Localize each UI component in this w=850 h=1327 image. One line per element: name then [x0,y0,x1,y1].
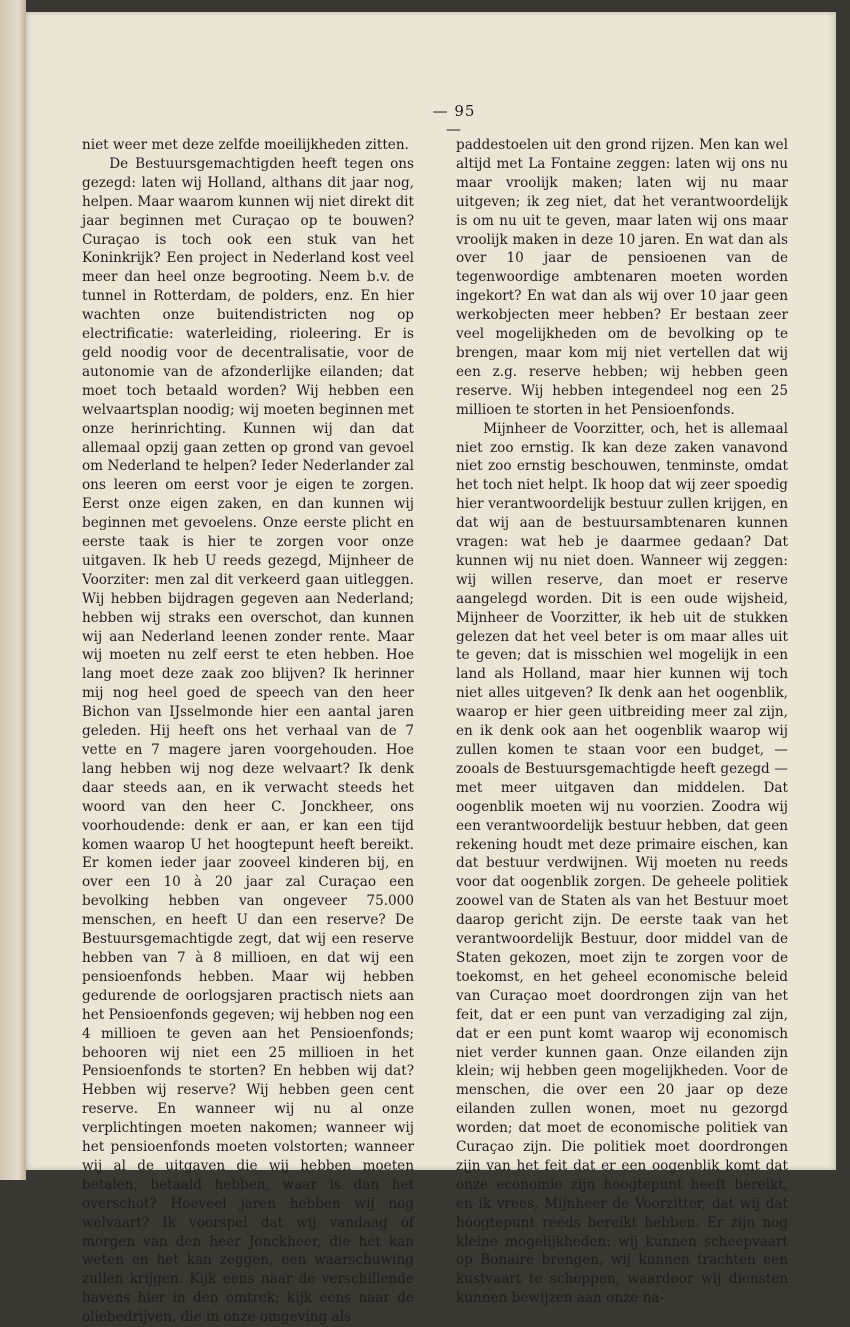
paragraph: paddestoelen uit den grond rijzen. Men kan wel altijd met La Fontaine zeggen: laten wij ons nu maar vroolijk maken; laten wij nu maar uitgeven; ik zeg niet, dat het verantwoordelijk is om nu uit te geven, maar laten wij ons maar vroolijk maken in deze 10 jaren. En wat dan als over 10 jaar de pensioenen van de tegenwoordige ambtenaren moeten worden ingekort? En wat dan als wij over 10 jaar geen werkobjecten meer hebben? Er bestaan zeer veel mogelijkheden om de bevolking op te brengen, maar kom mij niet vertellen dat wij een z.g. reserve hebben; wij hebben geen reserve. Wij hebben integendeel nog een 25 millioen te storten in het Pensioenfonds. [456,137,788,418]
document-page [26,12,836,1326]
previous-page-edge [0,0,26,1180]
page-number: — 95 — [432,102,476,138]
paragraph: De Bestuursgemachtigden heeft tegen ons gezegd: laten wij Holland, althans dit jaar nog, helpen. Maar waarom kunnen wij niet direkt dit jaar beginnen met Curaçao op te bouwen? Curaçao is toch ook een stuk van het Koninkrijk? Een project in Nederland kost veel meer dan heel onze begrooting. Neem b.v. de tunnel in Rotterdam, de polders, enz. En hier wachten onze buitendistricten nog op electrificatie: waterleiding, rioleering. Er is geld noodig voor de decentralisatie, voor de autonomie van de afzonderlijke eilanden; dat moet toch betaald worden? Wij hebben een welvaartsplan noodig; wij moeten beginnen met onze herinrichting. Kunnen wij dan dat allemaal opzij gaan zetten op grond van gevoel om Nederland te helpen? Ieder Nederlander zal ons leeren om eerst voor je eigen te zorgen. Eerst onze eigen zaken, en dan kunnen wij beginnen met gevoelens. Onze eerste plicht en eerste taak is hier te zorgen voor onze uitgaven. Ik heb U reeds gezegd, Mijnheer de Voorziter: men zal dit verkeerd gaan uitleggen. Wij hebben bijdragen gegeven aan Nederland; hebben wij straks een overschot, dan kunnen wij aan Nederland leenen zonder rente. Maar wij moeten nu zelf eerst te eten hebben. Hoe lang moet deze zaak zoo blijven? Ik herinner mij nog heel goed de speech van den heer Bichon van IJsselmonde hier een aantal jaren geleden. Hij heeft ons het verhaal van de 7 vette en 7 magere jaren voorgehouden. Hoe lang hebben wij nog deze welvaart? Ik denk daar steeds aan, en ik verwacht steeds het woord van den heer C. Jonckheer, ons voorhoudende: denk er aan, er kan een tijd komen waarop U het hoogtepunt heeft bereikt. Er komen ieder jaar zooveel kinderen bij, en over een 10 à 20 jaar zal Curaçao een bevolking hebben van ongeveer 75.000 menschen, en heeft U dan een reserve? De Bestuursgemachtigde zegt, dat wij een reserve hebben van 7 à 8 millioen, en dat wij een pensioenfonds hebben. Maar wij hebben gedurende de oorlogsjaren practisch niets aan het Pensioenfonds gegeven; wij hebben nog een 4 millioen te geven aan het Pensioenfonds; behooren wij niet een 25 millioen in het Pensioenfonds te storten? En hebben wij dat? Hebben wij reserve? Wij hebben geen cent reserve. En wanneer wij nu al onze verplichtingen moeten nakomen; wanneer wij het pensioenfonds moeten volstorten; wanneer wij al de uitgaven die wij hebben moeten betalen, betaald hebben, waar is dan het overschot? Hoeveel jaren hebben wij nog welvaart? Ik voorspel dat wij vandaag of morgen van den heer Jonckheer, die het kan weten en het kan zeggen, een waarschuwing zullen krijgen. Kijk eens naar de verschillende havens hier in den omtrek; kijk eens naar de oliebedrijven, die in onze omgeving als [82,155,414,1326]
paragraph: niet weer met deze zelfde moeilijkheden zitten. [82,137,409,153]
left-column [82,136,414,1327]
paragraph: Mijnheer de Voorzitter, och, het is allemaal niet zoo ernstig. Ik kan deze zaken vanavond niet zoo ernstig beschouwen, tenminste, omdat het toch niet helpt. Ik hoop dat wij zeer spoedig hier verantwoordelijk bestuur zullen krijgen, en dat wij aan de bestuursambtenaren kunnen vragen: wat heb je daarmee gedaan? Dat kunnen wij nu niet doen. Wanneer wij zeggen: wij willen reserve, dan moet er reserve aangelegd worden. Dit is een oude wijsheid, Mijnheer de Voorzitter, ik heb uit de stukken gelezen dat het veel beter is om maar alles uit te geven; dat is misschien wel mogelijk in een land als Holland, maar hier kunnen wij toch niet alles uitgeven? Ik denk aan het oogenblik, waarop er hier geen uitbreiding meer zal zijn, en ik denk ook aan het oogenblik waarop wij zullen komen te staan voor een budget, — zooals de Bestuursgemachtigde heeft gezegd — met meer uitgaven dan middelen. Dat oogenblik moeten wij nu voorzien. Zoodra wij een verantwoordelijk bestuur hebben, dat geen rekening houdt met deze primaire eischen, kan dat bestuur verdwijnen. Wij moeten nu reeds voor dat oogenblik zorgen. De geheele politiek zoowel van de Staten als van het Bestuur moet daarop gericht zijn. De eerste taak van het verantwoordelijk Bestuur, door middel van de Staten gekozen, moet zijn te zorgen voor de toekomst, en het geheel economische beleid van Curaçao moet doordrongen zijn van het feit, dat er een punt van verzadiging zal zijn, dat er een punt komt waarop wij economisch niet verder kunnen gaan. Onze eilanden zijn klein; wij hebben geen mogelijkheden. Voor de menschen, die over een 20 jaar op deze eilanden zullen wonen, moet nu gezorgd worden; dat moet de economische politiek van Curaçao zijn. Die politiek moet doordrongen zijn van het feit dat er een oogenblik komt dat onze economie zijn hoogtepunt heeft bereikt, en ik vrees, Mijnheer de Voorzitter, dat wij dat hoogtepunt reeds bereikt hebben. Er zijn nog kleine mogelijkheden: wij kunnen scheepvaart op Bonaire brengen, wij kunnen trachten een kustvaart te scheppen, waardoor wij diensten kunnen bewijzen aan onze na- [456,420,788,1307]
right-column [456,136,788,1308]
